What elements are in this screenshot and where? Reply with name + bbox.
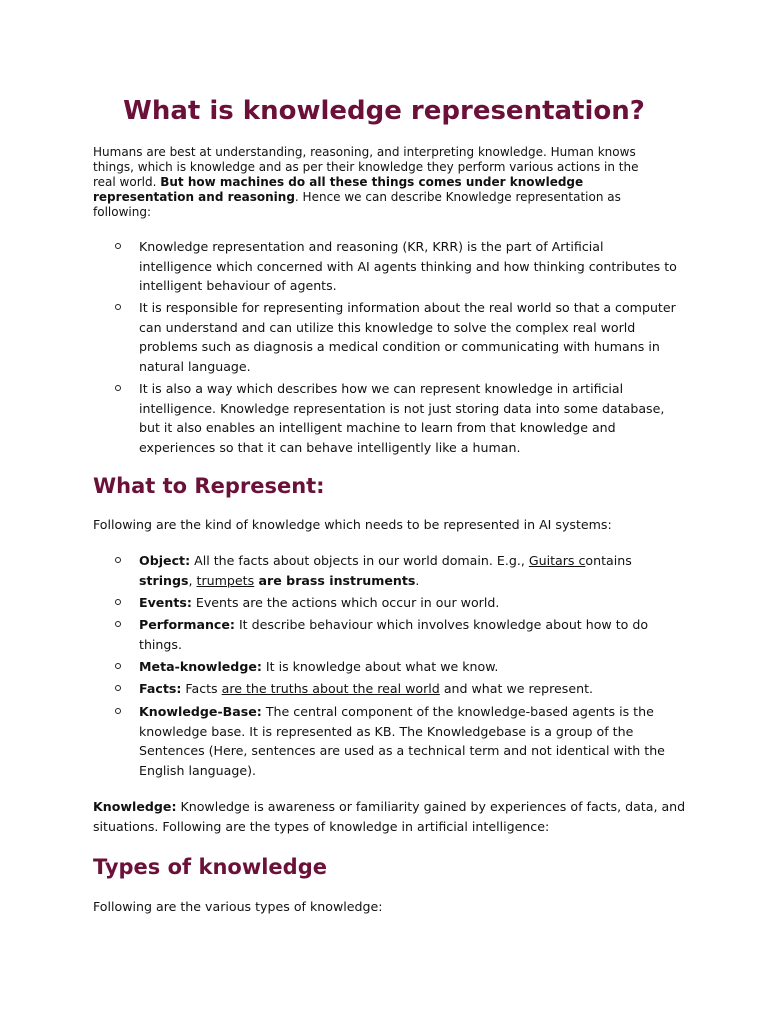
intro-paragraph (93, 145, 653, 220)
circle-bullet-icon (115, 663, 121, 669)
intro-text-2: . Hence we can describe Knowledge representation as following: (93, 190, 621, 219)
circle-bullet-icon (115, 385, 121, 391)
circle-bullet-icon (115, 621, 121, 627)
section2-intro: Following are the kind of knowledge which needs to be represented in AI systems: (93, 517, 612, 532)
represent-list (0, 551, 768, 780)
list-item-events: Events: Events are the actions which occur in our world. (0, 593, 679, 615)
circle-bullet-icon (115, 304, 121, 310)
circle-bullet-icon (115, 599, 121, 605)
list-item: It is also a way which describes how we can represent knowledge in artificial intelligence. Knowledge representation is not just storing data into some database, but it also enables an intelligent machine to learn from that knowledge and experiences so that it can behave intelligently like a human. (0, 379, 679, 457)
list-item: It is responsible for representing information about the real world so that a computer can understand and can utilize this knowledge to solve the complex real world problems such as diagnosis a medical condition or communicating with humans in natural language. (0, 298, 679, 379)
trumpets-link[interactable]: trumpets (196, 572, 255, 588)
list-item-knowledge-base: Knowledge-Base: The central component of the knowledge-based agents is the knowledge base. It is represented as KB. The Knowledgebase is a group of the Sentences (Here, sentences are used as a technical term and not identical with the English language). (0, 702, 679, 780)
section-heading-types-of-knowledge: Types of knowledge (93, 855, 327, 879)
intro-bold-text: But how machines do all these things comes under knowledge representation and reasoning (93, 175, 584, 204)
section-heading-what-to-represent: What to Represent: (93, 474, 325, 498)
list-item-facts: Facts: Facts are the truths about the real world and what we represent. (0, 679, 679, 702)
intro-text-1: Humans are best at understanding, reasoning, and interpreting knowledge. Human knows things, which is knowledge and as per their knowledge they perform various actions in the real world. (93, 145, 639, 189)
list-item: Knowledge representation and reasoning (KR, KRR) is the part of Artificial intelligence which concerned with AI agents thinking and how thinking contributes to intelligent behaviour of agents. (0, 237, 679, 298)
section3-intro: Following are the various types of knowledge: (93, 899, 383, 914)
kr-points-list (0, 237, 768, 457)
list-item-object: Object: All the facts about objects in our world domain. E.g., Guitars contains strings, trumpets are brass instruments. (0, 551, 679, 593)
circle-bullet-icon (115, 708, 121, 714)
circle-bullet-icon (115, 557, 121, 563)
circle-bullet-icon (115, 243, 121, 249)
circle-bullet-icon (115, 685, 121, 691)
page-title: What is knowledge representation? (123, 96, 645, 126)
guitars-link[interactable]: Guitars c (528, 553, 586, 568)
list-item-meta-knowledge: Meta-knowledge: It is knowledge about what we know. (0, 657, 679, 679)
facts-link[interactable]: are the truths about the real world (221, 681, 440, 696)
list-item-performance: Performance: It describe behaviour which involves knowledge about how to do things. (0, 615, 679, 657)
knowledge-definition: Knowledge: Knowledge is awareness or familiarity gained by experiences of facts, data, and situations. Following are the types of knowledge in artificial intelligence: (93, 799, 686, 834)
